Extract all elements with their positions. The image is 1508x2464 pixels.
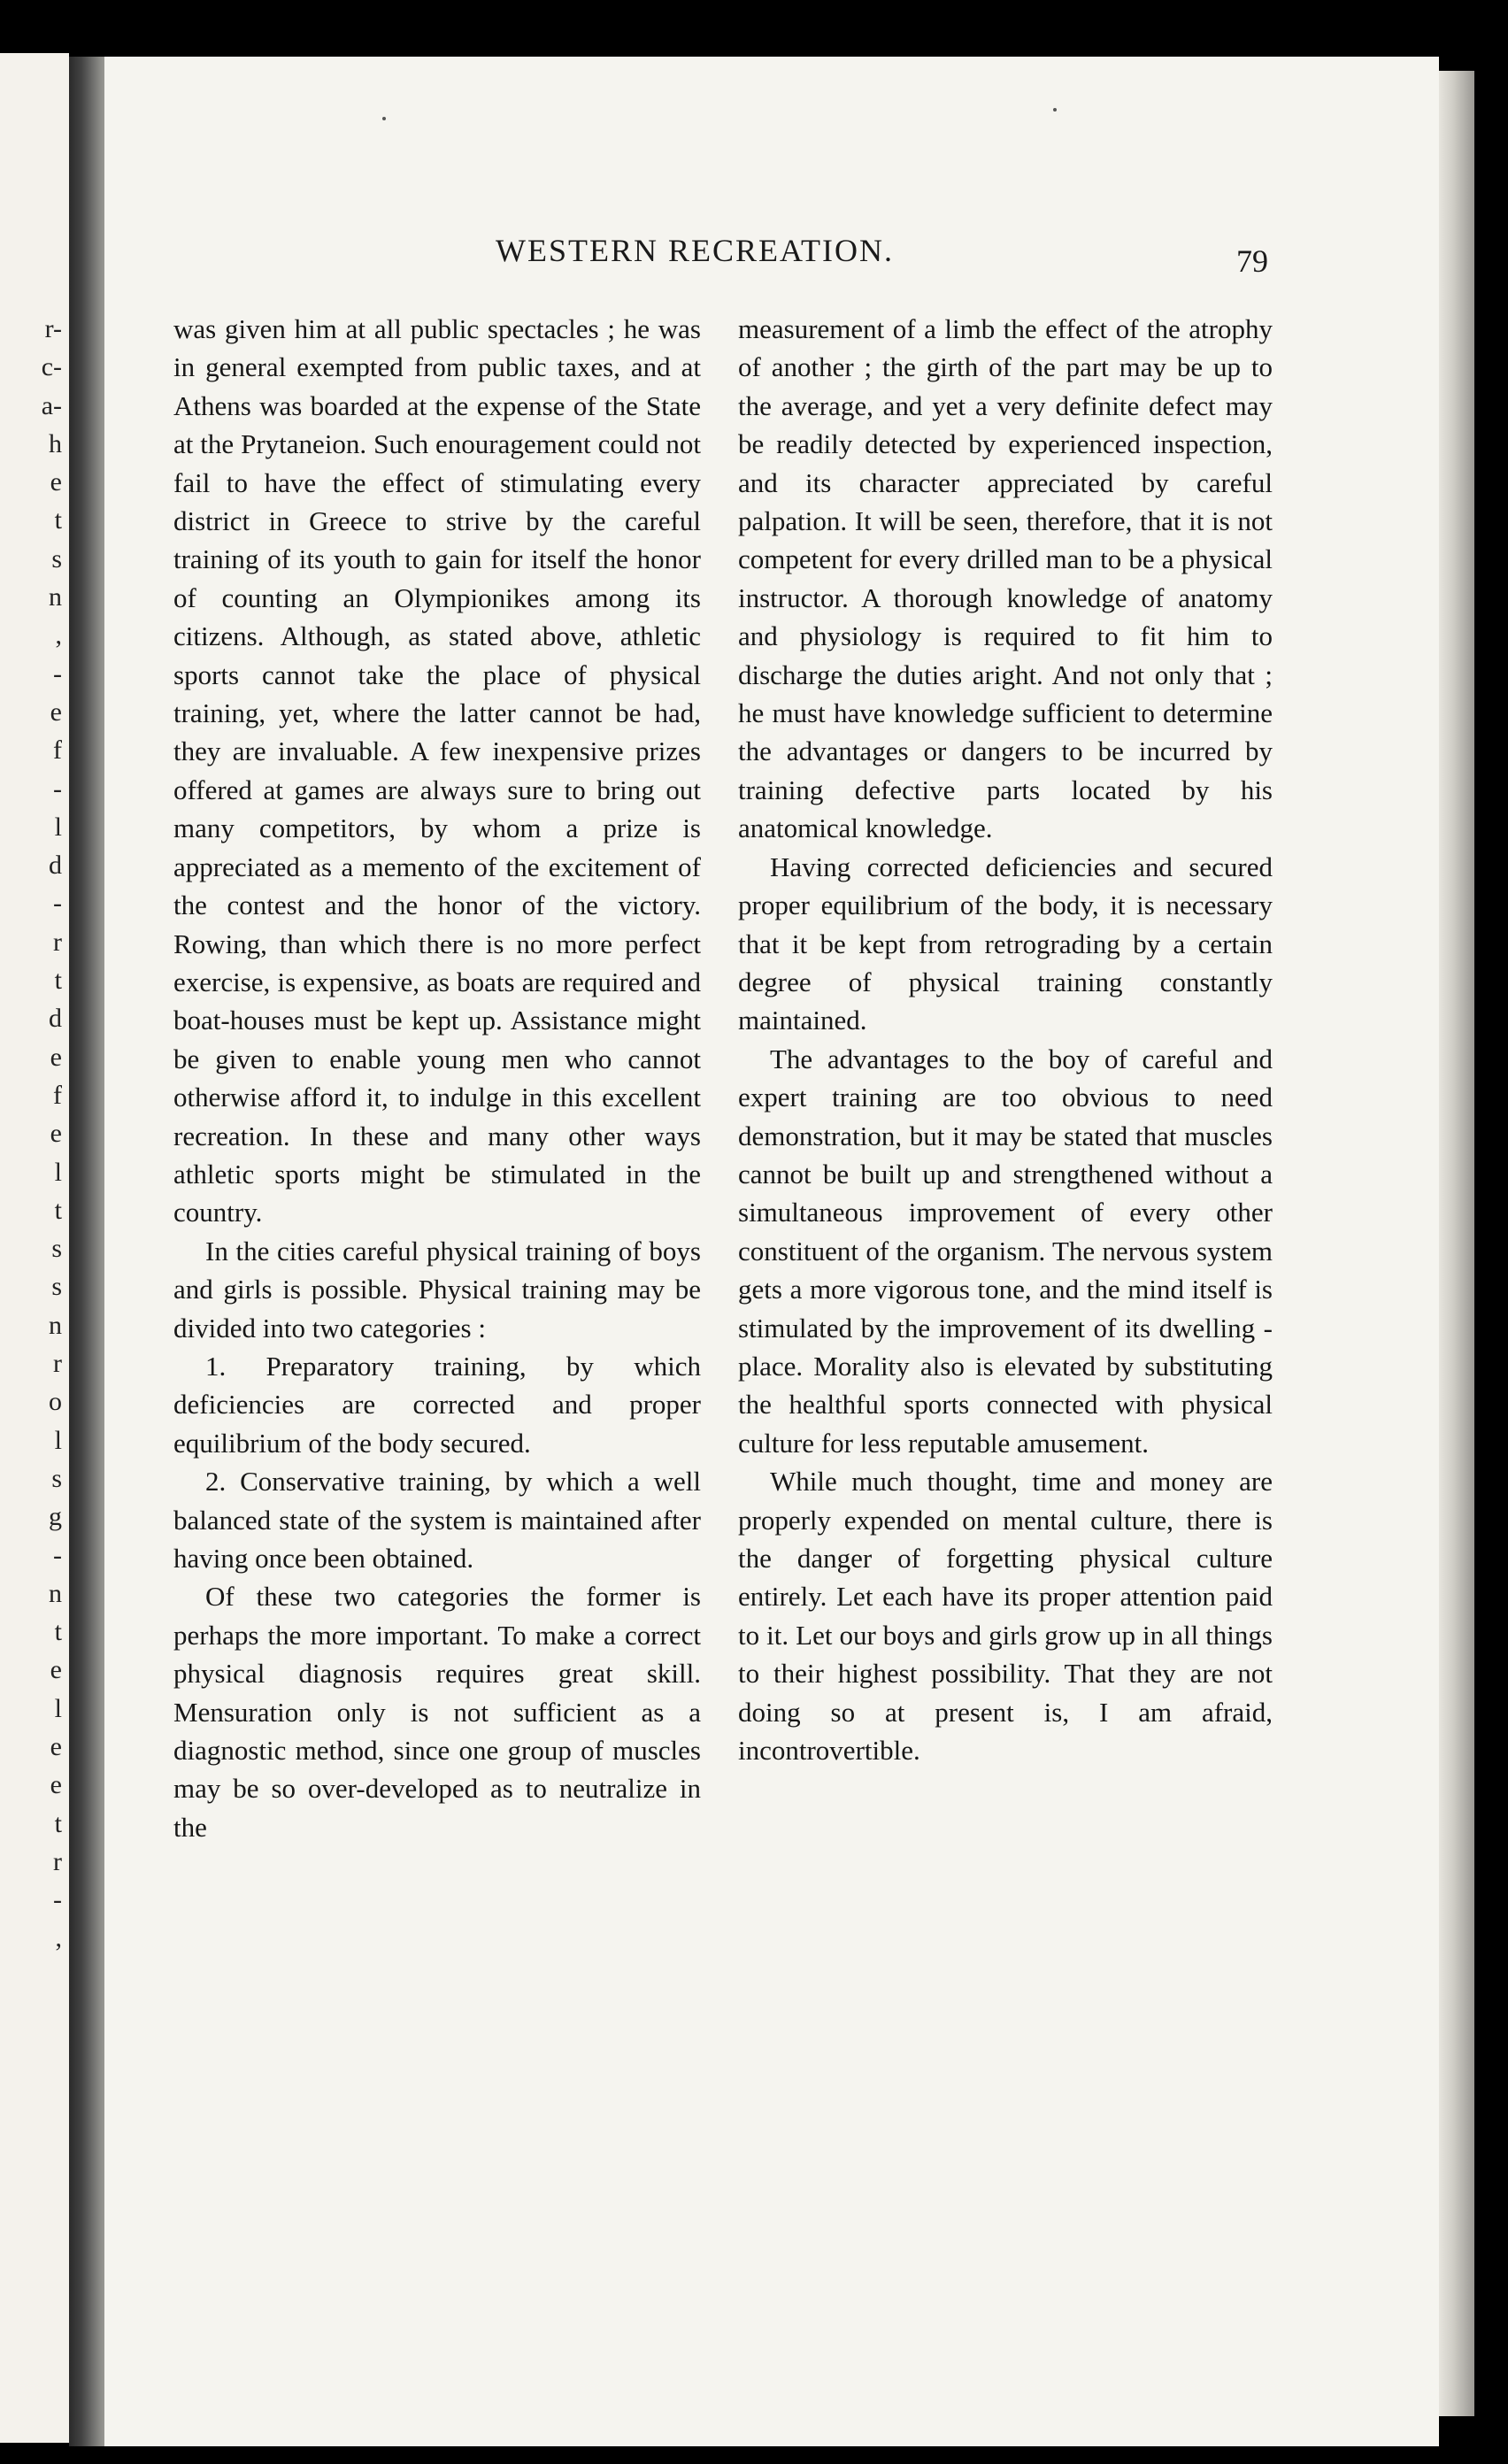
paragraph: 1. Preparatory training, by which deficiencies are corrected and proper equilibrium of the body secured. — [173, 1350, 701, 1459]
facing-page-char: e — [50, 1731, 62, 1761]
facing-page-char: s — [51, 543, 62, 574]
facing-page-char: f — [53, 735, 62, 766]
facing-page-char: , — [55, 1923, 62, 1953]
facing-page-char: t — [54, 1617, 62, 1647]
facing-page-char: r — [53, 927, 62, 957]
facing-page-char: s — [51, 1463, 62, 1493]
facing-page-char: r- — [44, 314, 62, 343]
facing-page-char: - — [53, 889, 62, 919]
left-column — [173, 310, 701, 1846]
paragraph: 2. Conservative training, by which a well balanced state of the system is maintained after having once been obtained. — [173, 1466, 701, 1574]
facing-page-char: e — [50, 1119, 62, 1149]
running-head: WESTERN RECREATION. — [496, 233, 894, 268]
right-column — [738, 310, 1273, 1769]
facing-page-char: e — [50, 697, 62, 727]
facing-page-char: t — [54, 505, 62, 535]
facing-page-char: f — [53, 1080, 62, 1110]
facing-page-char: t — [54, 1808, 62, 1838]
facing-page-char: c- — [41, 352, 62, 382]
facing-page-char: h — [49, 428, 62, 458]
facing-page-char: t — [54, 1195, 62, 1225]
facing-page-char: n — [49, 1310, 62, 1340]
page-fore-edge — [1439, 71, 1474, 2416]
facing-page-char: e — [50, 1042, 62, 1072]
paragraph: While much thought, time and money are properly expended on mental culture, there is the danger of forgetting physical culture entirely. Let each have its proper attention paid to it. Let our boys and girls grow up in all things to their highest possibility. That they are not doing so at present is, I am afraid, incontrovertible. — [738, 1466, 1273, 1767]
facing-page-char: r — [53, 1349, 62, 1379]
facing-page-char: l — [54, 1425, 62, 1455]
facing-page-char: e — [50, 1770, 62, 1800]
paragraph: Of these two categories the former is perhaps the more important. To make a correct physical diagnosis requires great skill. Mensuration only is not sufficient as a diagnostic method, since one group of muscles may be so over-developed as to neutralize in the — [173, 1581, 701, 1843]
facing-page-char: l — [54, 1693, 62, 1723]
facing-page-char: , — [55, 620, 62, 651]
scan-speck — [1053, 108, 1057, 112]
facing-page-char: d — [49, 851, 62, 881]
facing-page-char: t — [54, 966, 62, 996]
paragraph: In the cities careful physical training of boys and girls is possible. Physical training may be divided into two categories : — [173, 1235, 701, 1344]
facing-page-char: n — [49, 582, 62, 612]
facing-page-char: s — [51, 1234, 62, 1264]
facing-page-char: - — [53, 658, 62, 689]
facing-page-char: g — [49, 1502, 62, 1532]
facing-page-char: l — [54, 812, 62, 842]
facing-page-char: d — [49, 1004, 62, 1034]
facing-page-char: - — [53, 1540, 62, 1570]
facing-page-char: l — [54, 1157, 62, 1187]
facing-page-char: r — [53, 1846, 62, 1876]
scan-speck — [382, 117, 386, 120]
facing-page-char: - — [53, 774, 62, 804]
facing-page-edge — [0, 53, 69, 2443]
facing-page-char: a- — [41, 390, 62, 420]
facing-page-char: e — [50, 467, 62, 497]
page-number: 79 — [1236, 243, 1268, 279]
facing-page-char: s — [51, 1272, 62, 1302]
facing-page-char: n — [49, 1578, 62, 1608]
paragraph: The advantages to the boy of careful and expert training are too obvious to need demonstration, but it may be stated that muscles cannot be built up and strengthened without a simultaneous improvement of every other constituent of the organism. The nervous system gets a more vigorous tone, and the mind itself is stimulated by the improvement of its dwelling - place. Morality also is elevated by substituting the healthful sports connected with physical culture for less reputable amusement. — [738, 1043, 1273, 1459]
facing-page-fragments — [27, 310, 62, 1958]
paragraph: was given him at all public spectacles ; he was in general exempted from public taxes, and at Athens was boarded at the expense of the State at the Prytaneion. Such enouragement could not fail to have the effect of stimulating every district in Greece to strive by the careful training of its youth to gain for itself the honor of counting an Olympionikes among its citizens. Although, as stated above, athletic sports cannot take the place of physical training, yet, where the latter cannot be had, they are invaluable. A few inexpensive prizes offered at games are always sure to bring out many competitors, by whom a prize is appreciated as a memento of the excitement of the contest and the honor of the victory. Rowing, than which there is no more perfect exercise, is expensive, as boats are required and boat-houses must be kept up. Assistance might be given to enable young men who cannot otherwise afford it, to indulge in this excellent recreation. In these and many other ways athletic sports might be stimulated in the country. — [173, 313, 701, 1228]
facing-page-char: e — [50, 1655, 62, 1685]
facing-page-char: - — [53, 1885, 62, 1915]
paragraph: measurement of a limb the effect of the atrophy of another ; the girth of the part may be up to the average, and yet a very definite defect may be readily detected by experienced inspection, and its character appreciated by careful palpation. It will be seen, therefore, that it is not competent for every drilled man to be a physical instructor. A thorough knowledge of anatomy and physiology is required to fit him to discharge the duties aright. And not only that ; he must have knowledge sufficient to determine the advantages or dangers to be incurred by training defective parts located by his anatomical knowledge. — [738, 313, 1273, 844]
paragraph: Having corrected deficiencies and secured proper equilibrium of the body, it is necessary that it be kept from retrograding by a certain degree of physical training constantly maintained. — [738, 851, 1273, 1036]
facing-page-char: o — [49, 1387, 62, 1417]
